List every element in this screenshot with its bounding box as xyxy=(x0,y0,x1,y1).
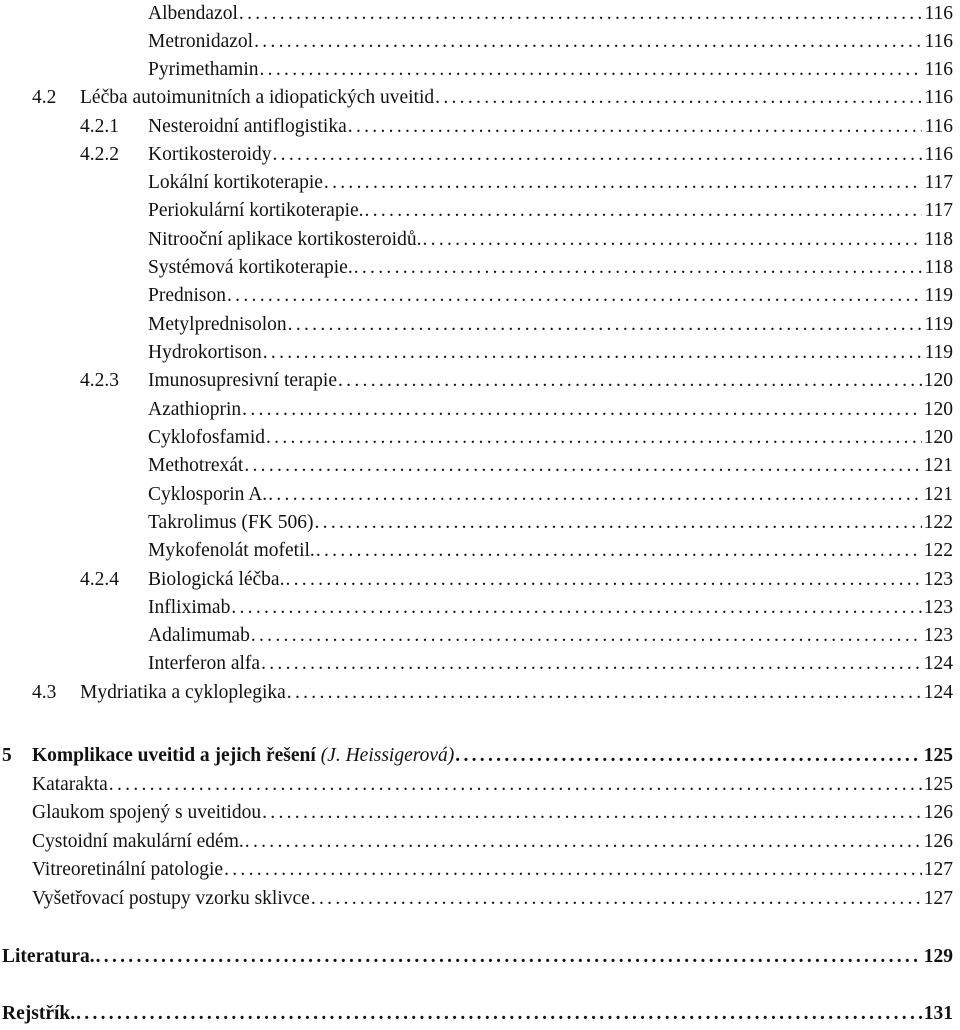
toc-entry-page: 125 xyxy=(923,774,953,795)
toc-entry-page: 122 xyxy=(923,540,953,561)
toc-entry-title: Kortikosteroidy xyxy=(148,144,272,165)
toc-entry-title: Prednison xyxy=(148,285,226,306)
toc-chapter-page: 131 xyxy=(923,1003,953,1024)
toc-entry-title: Methotrexát xyxy=(148,455,244,476)
toc-entry-katarakta[interactable] xyxy=(0,771,953,799)
toc-entry-title: Adalimumab xyxy=(148,625,250,646)
toc-leader-dots xyxy=(422,226,922,254)
toc-chapter-page: 129 xyxy=(923,946,953,967)
toc-entry-title: Infliximab xyxy=(148,597,231,618)
toc-leader-dots xyxy=(96,943,922,971)
toc-entry-page: 116 xyxy=(924,144,953,165)
toc-leader-dots xyxy=(268,481,922,509)
toc-chapter-author: (J. Heissigerová) xyxy=(320,745,455,766)
toc-entry-page: 120 xyxy=(923,370,953,391)
toc-entry-metronidazol[interactable] xyxy=(0,28,953,56)
toc-leader-dots xyxy=(231,594,921,622)
toc-entry-cyklofosfamid[interactable] xyxy=(0,424,953,452)
toc-entry-page: 124 xyxy=(923,682,953,703)
toc-entry-title: Cyklofosfamid xyxy=(148,427,265,448)
toc-entry-page: 117 xyxy=(924,200,953,221)
toc-entry-page: 119 xyxy=(924,314,953,335)
toc-entry-title: Mykofenolát mofetil. xyxy=(148,540,315,561)
toc-entry-title: Cystoidní makulární edém. xyxy=(32,831,244,852)
toc-entry-title: Metylprednisolon xyxy=(148,314,287,335)
toc-leader-dots xyxy=(242,396,922,424)
toc-entry-title: Metronidazol xyxy=(148,31,254,52)
toc-entry-page: 120 xyxy=(923,427,953,448)
toc-entry-infliximab[interactable] xyxy=(0,594,953,622)
toc-leader-dots xyxy=(455,742,921,770)
toc-leader-dots xyxy=(245,828,922,856)
toc-entry-cystoidni-makularni-edem[interactable] xyxy=(0,828,953,856)
toc-leader-dots xyxy=(251,622,922,650)
toc-entry-lokalni-kortikoterapie[interactable] xyxy=(0,169,953,197)
toc-entry-title: Albendazol xyxy=(148,3,238,24)
toc-entry-4-2[interactable] xyxy=(0,84,953,112)
toc-entry-title: Mydriatika a cykloplegika xyxy=(80,682,286,703)
toc-entry-title: Lokální kortikoterapie xyxy=(148,172,323,193)
toc-entry-pyrimethamin[interactable] xyxy=(0,56,953,84)
toc-leader-dots xyxy=(348,113,923,141)
toc-entry-title: Vyšetřovací postupy vzorku sklivce xyxy=(32,888,310,909)
toc-entry-page: 127 xyxy=(923,888,953,909)
toc-chapter-title: Literatura. xyxy=(2,946,95,967)
toc-entry-page: 127 xyxy=(923,859,953,880)
toc-leader-dots xyxy=(435,84,922,112)
toc-entry-page: 126 xyxy=(923,831,953,852)
toc-entry-page: 123 xyxy=(923,625,953,646)
toc-entry-title: Nesteroidní antiflogistika xyxy=(148,116,347,137)
toc-entry-page: 116 xyxy=(924,116,953,137)
toc-entry-number: 4.2.2 xyxy=(80,144,119,165)
toc-entry-title: Glaukom spojený s uveitidou xyxy=(32,802,262,823)
toc-chapter-title-text: Komplikace uveitid a jejich řešení xyxy=(32,745,316,766)
toc-leader-dots xyxy=(316,537,922,565)
toc-entry-page: 123 xyxy=(923,569,953,590)
toc-entry-page: 122 xyxy=(923,512,953,533)
toc-leader-dots xyxy=(324,169,923,197)
toc-entry-title: Imunosupresivní terapie xyxy=(148,370,337,391)
toc-entry-page: 124 xyxy=(923,653,953,674)
toc-leader-dots xyxy=(76,1000,922,1028)
toc-entry-page: 116 xyxy=(924,59,953,80)
toc-leader-dots xyxy=(224,856,922,884)
toc-chapter-number: 5 xyxy=(2,745,12,766)
toc-leader-dots xyxy=(109,771,922,799)
toc-entry-4-2-1[interactable] xyxy=(0,113,953,141)
toc-entry-prednison[interactable] xyxy=(0,282,953,310)
toc-leader-dots xyxy=(314,509,921,537)
toc-entry-page: 126 xyxy=(923,802,953,823)
toc-leader-dots xyxy=(263,339,923,367)
toc-leader-dots xyxy=(262,799,922,827)
toc-entry-page: 116 xyxy=(924,87,953,108)
toc-entry-mykofenolat-mofetil[interactable] xyxy=(0,537,953,565)
toc-entry-hydrokortison[interactable] xyxy=(0,339,953,367)
toc-entry-number: 4.2.3 xyxy=(80,370,119,391)
toc-leader-dots xyxy=(288,311,923,339)
toc-entry-adalimumab[interactable] xyxy=(0,622,953,650)
toc-chapter-title: Rejstřík. xyxy=(2,1003,76,1024)
toc-entry-page: 120 xyxy=(923,399,953,420)
toc-leader-dots xyxy=(244,452,921,480)
toc-leader-dots xyxy=(227,282,922,310)
toc-entry-cyklosporin-a[interactable] xyxy=(0,481,953,509)
toc-entry-number: 4.2 xyxy=(32,87,57,108)
toc-chapter-literatura[interactable] xyxy=(0,943,953,971)
toc-entry-title: Periokulární kortikoterapie. xyxy=(148,200,364,221)
toc-chapter-5[interactable] xyxy=(0,742,953,770)
toc-entry-page: 116 xyxy=(924,3,953,24)
toc-entry-title: Vitreoretinální patologie xyxy=(32,859,224,880)
toc-leader-dots xyxy=(338,367,922,395)
toc-entry-page: 121 xyxy=(923,484,953,505)
toc-entry-glaukom[interactable] xyxy=(0,799,953,827)
toc-entry-title: Takrolimus (FK 506) xyxy=(148,512,314,533)
toc-entry-vitreoretinalni-patologie[interactable] xyxy=(0,856,953,884)
toc-leader-dots xyxy=(285,566,921,594)
toc-entry-page: 118 xyxy=(924,257,953,278)
toc-entry-title: Nitrooční aplikace kortikosteroidů. xyxy=(148,229,422,250)
toc-entry-azathioprin[interactable] xyxy=(0,396,953,424)
toc-entry-page: 123 xyxy=(923,597,953,618)
toc-leader-dots xyxy=(239,0,923,28)
toc-entry-title: Katarakta xyxy=(32,774,108,795)
toc-leader-dots xyxy=(287,679,922,707)
toc-entry-page: 121 xyxy=(923,455,953,476)
toc-entry-4-2-3[interactable] xyxy=(0,367,953,395)
toc-entry-number: 4.2.4 xyxy=(80,569,119,590)
toc-entry-page: 117 xyxy=(924,172,953,193)
toc-entry-number: 4.2.1 xyxy=(80,116,119,137)
toc-entry-title: Hydrokortison xyxy=(148,342,262,363)
toc-entry-title: Pyrimethamin xyxy=(148,59,259,80)
toc-leader-dots xyxy=(272,141,922,169)
toc-entry-interferon-alfa[interactable] xyxy=(0,650,953,678)
toc-entry-page: 119 xyxy=(924,285,953,306)
toc-chapter-page: 125 xyxy=(923,745,953,766)
toc-entry-title: Azathioprin xyxy=(148,399,242,420)
toc-leader-dots xyxy=(254,28,922,56)
toc-entry-methotrexat[interactable] xyxy=(0,452,953,480)
toc-leader-dots xyxy=(365,197,923,225)
toc-chapter-title xyxy=(32,742,454,770)
toc-entry-4-2-2[interactable] xyxy=(0,141,953,169)
toc-entry-number: 4.3 xyxy=(32,682,57,703)
toc-leader-dots xyxy=(354,254,923,282)
toc-leader-dots xyxy=(266,424,922,452)
toc-entry-albendazol[interactable] xyxy=(0,0,953,28)
toc-entry-title: Systémová kortikoterapie. xyxy=(148,257,353,278)
toc-entry-takrolimus[interactable] xyxy=(0,509,953,537)
toc-entry-page: 118 xyxy=(924,229,953,250)
toc-leader-dots xyxy=(260,56,923,84)
toc-entry-periokularni-kortikoterapie[interactable] xyxy=(0,197,953,225)
toc-entry-title: Léčba autoimunitních a idiopatických uveitid xyxy=(80,87,435,108)
toc-entry-4-3[interactable] xyxy=(0,679,953,707)
toc-entry-title: Biologická léčba. xyxy=(148,569,285,590)
toc-leader-dots xyxy=(261,650,922,678)
toc-entry-page: 119 xyxy=(924,342,953,363)
toc-entry-page: 116 xyxy=(924,31,953,52)
toc-entry-metylprednisolon[interactable] xyxy=(0,311,953,339)
toc-leader-dots xyxy=(311,885,922,913)
toc-entry-4-2-4[interactable] xyxy=(0,566,953,594)
toc-entry-title: Cyklosporin A. xyxy=(148,484,268,505)
toc-entry-title: Interferon alfa xyxy=(148,653,261,674)
toc-entry-systemova-kortikoterapie[interactable] xyxy=(0,254,953,282)
toc-chapter-rejstrik[interactable] xyxy=(0,1000,953,1028)
toc-entry-nitroocni-aplikace[interactable] xyxy=(0,226,953,254)
toc-entry-vysetrovaci-postupy[interactable] xyxy=(0,885,953,913)
